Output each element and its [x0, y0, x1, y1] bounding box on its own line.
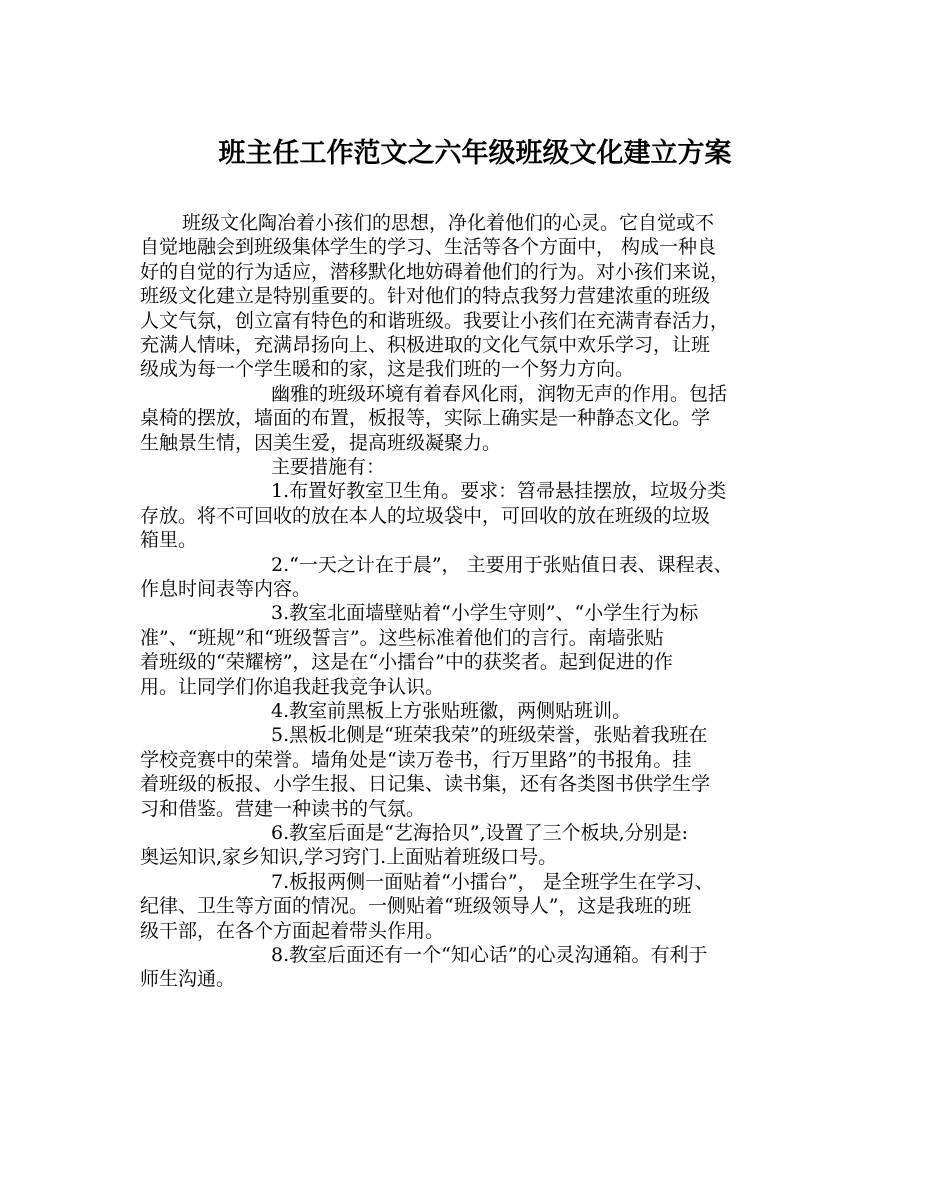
- paragraph-line: 奥运知识,家乡知识,学习窍门.上面贴着班级口号。: [140, 846, 558, 869]
- paragraph-line: 好的自觉的行为适应，潜移默化地妨碍着他们的行为。对小孩们来说，: [140, 260, 730, 283]
- paragraph-line: 5.黑板北侧是“班荣我荣”的班级荣誉，张贴着我班在: [271, 724, 708, 747]
- paragraph-line: 师生沟通。: [140, 968, 236, 991]
- paragraph-line: 着班级的“荣耀榜”，这是在“小擂台”中的获奖者。起到促进的作: [140, 651, 673, 674]
- paragraph-line: 班级文化陶冶着小孩们的思想，净化着他们的心灵。它自觉或不: [182, 212, 715, 234]
- paragraph-line: 用。让同学们你追我赶我竞争认识。: [140, 675, 445, 698]
- paragraph-line: 级干部，在各个方面起着带头作用。: [140, 919, 445, 942]
- paragraph-line: 存放。将不可回收的放在本人的垃圾袋中，可回收的放在班级的垃圾: [140, 504, 711, 527]
- paragraph-line: 3.教室北面墙壁贴着“小学生守则”、“小学生行为标: [271, 602, 699, 625]
- paragraph-line: 箱里。: [140, 529, 198, 552]
- paragraph-line: 准”、“班规”和“班级誓言”。这些标准着他们的言行。南墙张贴: [140, 626, 664, 649]
- paragraph-line: 人文气氛，创立富有特色的和谐班级。我要让小孩们在充满青春活力，: [140, 309, 730, 332]
- paragraph-line: 着班级的板报、小学生报、日记集、读书集，还有各类图书供学生学: [140, 773, 711, 796]
- paragraph-line: 8.教室后面还有一个“知心话”的心灵沟通箱。有利于: [271, 944, 708, 966]
- paragraph-line: 生触景生情，因美生爱，提高班级凝聚力。: [140, 431, 502, 454]
- paragraph-line: 4.教室前黑板上方张贴班徽，两侧贴班训。: [271, 700, 632, 722]
- paragraph-line: 自觉地融会到班级集体学生的学习、生活等各个方面中， 构成一种良: [140, 236, 717, 259]
- document-title: 班主任工作范文之六年级班级文化建立方案: [218, 138, 732, 169]
- paragraph-line: 幽雅的班级环境有着春风化雨，润物无声的作用。包括: [271, 382, 728, 405]
- paragraph-line: 2.“一天之计在于晨”， 主要用于张贴值日表、课程表、: [271, 553, 733, 576]
- paragraph-line: 级成为每一个学生暖和的家，这是我们班的一个努力方向。: [140, 358, 635, 381]
- paragraph-line: 充满人情味，充满昂扬向上、积极进取的文化气氛中欢乐学习，让班: [140, 334, 711, 356]
- paragraph-line: 桌椅的摆放，墙面的布置，板报等，实际上确实是一种静态文化。学: [140, 407, 711, 430]
- paragraph-line: 主要措施有：: [271, 456, 386, 478]
- paragraph-line: 1.布置好教室卫生角。要求：笤帚悬挂摆放，垃圾分类: [271, 480, 727, 503]
- paragraph-line: 6.教室后面是“艺海拾贝”,设置了三个板块,分别是:: [271, 822, 689, 844]
- paragraph-line: 班级文化建立是特别重要的。针对他们的特点我努力营建浓重的班级: [140, 285, 711, 308]
- paragraph-line: 习和借鉴。营建一种读书的气氛。: [140, 797, 426, 820]
- paragraph-line: 作息时间表等内容。: [140, 578, 312, 600]
- paragraph-line: 学校竞赛中的荣誉。墙角处是“读万卷书，行万里路”的书报角。挂: [140, 748, 692, 771]
- paragraph-line: 7.板报两侧一面贴着“小擂台”， 是全班学生在学习、: [271, 870, 714, 893]
- paragraph-line: 纪律、卫生等方面的情况。一侧贴着“班级领导人”，这是我班的班: [140, 895, 692, 918]
